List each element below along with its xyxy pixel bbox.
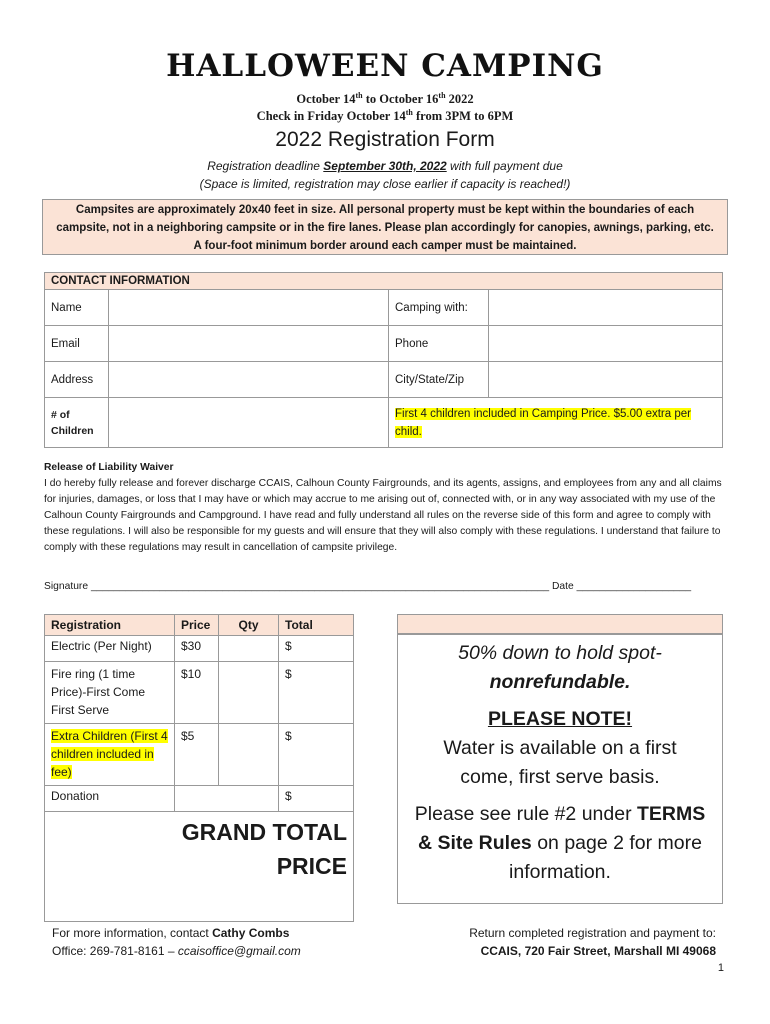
children-label: # of Children <box>45 398 109 448</box>
children-total-field[interactable]: $ <box>279 724 354 786</box>
date-field[interactable]: ____________________ <box>576 581 692 592</box>
table-row: Electric (Per Night) $30 $ <box>45 636 354 662</box>
office-email: ccaisoffice@gmail.com <box>177 944 301 958</box>
city-state-zip-label: City/State/Zip <box>389 362 489 398</box>
footer-contact: For more information, contact Cathy Combs Office: 269-781-8161 – ccaisoffice@gmail.com <box>52 926 301 958</box>
fire-qty-field[interactable] <box>219 662 279 724</box>
phone-field[interactable] <box>489 326 723 362</box>
grand-total: GRAND TOTAL PRICE <box>45 812 354 922</box>
city-state-zip-field[interactable] <box>489 362 723 398</box>
signature-field[interactable]: ________________________________________________________________________________ <box>90 581 550 592</box>
registration-table <box>44 614 354 922</box>
terms-reference: Please see rule #2 under TERMS & Site Rules on page 2 for more information. <box>414 803 706 883</box>
address-label: Address <box>45 362 109 398</box>
name-field[interactable] <box>109 290 389 326</box>
registration-deadline: Registration deadline September 30th, 2022 with full payment due <box>207 159 563 173</box>
contact-information-table <box>44 272 723 448</box>
email-label: Email <box>45 326 109 362</box>
table-row: Fire ring (1 time Price)-First Come First Serve $10 $ <box>45 662 354 724</box>
note-box: 50% down to hold spot- nonrefundable. PLEASE NOTE! Water is available on a first come, first serve basis. Please see rule #2 under TERMS & Site Rules on page 2 for more information. <box>397 634 723 904</box>
space-note: (Space is limited, registration may close earlier if capacity is reached!) <box>199 177 571 191</box>
contact-header: CONTACT INFORMATION <box>45 273 723 290</box>
phone-label: Phone <box>389 326 489 362</box>
checkin-time: Check in Friday October 14th from 3PM to 6PM <box>256 108 514 124</box>
event-title: HALLOWEEN CAMPING <box>166 48 604 84</box>
page-number: 1 <box>717 962 724 974</box>
footer-return: Return completed registration and payment to: CCAIS, 720 Fair Street, Marshall MI 49068 <box>469 926 716 958</box>
name-label: Name <box>45 290 109 326</box>
children-field[interactable] <box>109 398 389 448</box>
liability-waiver <box>44 460 724 556</box>
table-row: Donation $ <box>45 786 354 812</box>
waiver-text: I do hereby fully release and forever discharge CCAIS, Calhoun County Fairgrounds, and its agents, assigns, and employees from any and all claims for injuries, damages, or loss that I may have or which may accrue to me arising out of, connected with, or in any way associated with my use of the Calhoun County Fairgrounds and Campground. I have read and fully understand all rules on the reverse side of this form and agree to comply with these regulations. I will also be responsible for my guests and will ensure that they will also comply with these regulations. I understand that failure to comply with these regulations may result in cancellation of campsite privilege. <box>44 478 722 553</box>
fire-total-field[interactable]: $ <box>279 662 354 724</box>
waiver-title: Release of Liability Waiver <box>44 462 174 473</box>
camping-with-label: Camping with: <box>389 290 489 326</box>
email-field[interactable] <box>109 326 389 362</box>
camping-with-field[interactable] <box>489 290 723 326</box>
children-note: First 4 children included in Camping Price. $5.00 extra per child. <box>389 398 723 448</box>
note-header <box>397 614 723 634</box>
registration-header-row: Registration Price Qty Total <box>45 615 354 636</box>
event-dates: October 14th to October 16th 2022 <box>296 91 474 107</box>
address-field[interactable] <box>109 362 389 398</box>
electric-qty-field[interactable] <box>219 636 279 662</box>
signature-line: Signature ________________________________________________________________________________ Date ____________________ <box>44 581 692 592</box>
donation-total-field[interactable]: $ <box>279 786 354 812</box>
children-qty-field[interactable] <box>219 724 279 786</box>
electric-total-field[interactable]: $ <box>279 636 354 662</box>
table-row: Extra Children (First 4 children included in fee) $5 $ <box>45 724 354 786</box>
campsite-notice: Campsites are approximately 20x40 feet in size. All personal property must be kept within the boundaries of each campsite, not in a neighboring campsite or in the fire lanes. Please plan accordingly for canopies, awnings, parking, etc. A four-foot minimum border around each camper must be maintained. <box>42 199 728 255</box>
form-title: 2022 Registration Form <box>275 128 495 151</box>
